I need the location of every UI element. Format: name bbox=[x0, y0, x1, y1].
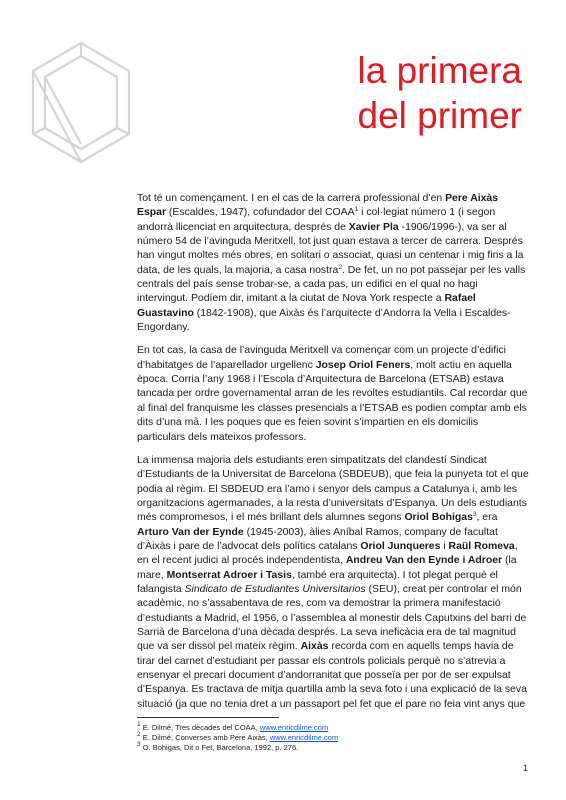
footnote-text: O. Bohigas, Dit o Fet, Barcelona, 1992, p. 276. bbox=[140, 743, 299, 753]
text: (1842-1908), que Aixàs és l’arquitecte d’Andorra la Vella i Escaldes-Engordany. bbox=[137, 307, 511, 334]
person-name: Oriol Junqueres bbox=[360, 540, 441, 552]
text: , era bbox=[476, 512, 498, 524]
person-name: Pere Aixàs Espar bbox=[137, 193, 499, 219]
text: , molt actiu en aquella època. Corria l’any 1968 i l’Escola d’Arquitectura de Barcelona (ETSAB) estava tancada per ordre governamental arran de les revoltes estudiantils. Cal recordar que al final del franquisme les classes presencials a l’ETSAB es podien comptar amb els dits d’una mà. I les poques que es feien sovint s’impartien en els domicilis particulars dels mateixos professors. bbox=[137, 359, 528, 443]
text: , també era arquitecta). I tot plegat perquè el falangista bbox=[137, 569, 498, 595]
footnote-number: 1 bbox=[137, 721, 141, 728]
footnote-text: E. Dilmé, Tres dècades del COAA, bbox=[140, 723, 260, 732]
person-name: Montserrat Adroer i Tasis bbox=[166, 569, 292, 581]
footnote-ref-2[interactable]: 2 bbox=[338, 263, 342, 271]
hexagon-line-logo-icon bbox=[30, 40, 132, 165]
footnote-ref-1[interactable]: 1 bbox=[354, 206, 359, 214]
footnote-3 bbox=[137, 743, 338, 753]
paragraph-3 bbox=[137, 454, 529, 712]
footnote-link[interactable]: www.enricdilme.com bbox=[269, 733, 339, 743]
text: i col·legiat número 1 (i segon andorrà llicenciat en arquitectura, després de bbox=[137, 207, 496, 233]
title-line-2: del primer bbox=[357, 95, 522, 136]
page-number: 1 bbox=[522, 763, 528, 773]
page-title bbox=[358, 48, 523, 138]
person-name: Aixàs bbox=[300, 641, 329, 653]
paragraph-1 bbox=[137, 192, 529, 335]
person-name: Andreu Van den Eynde i Adroer bbox=[345, 555, 503, 567]
text: recorda com en aquells temps havia de tirar del carnet d’estudiant per passar els controls policials perquè no s’atrevia a ensenyar el precari document d’andorranitat que posseïa per por de ser expulsat d’Espanya. Es tractava de mitja quartilla amb la seva foto i una explicació de la seva situació (ja que no tenia dret a un passaport pel fet que el pare no feia vint anys que bbox=[137, 641, 527, 710]
text: (la mare, bbox=[137, 555, 517, 581]
text: (Escaldes, 1947), cofundador del COAA bbox=[166, 207, 355, 219]
person-name: Raül Romeva bbox=[448, 540, 515, 552]
article-body bbox=[137, 192, 529, 721]
footnote-number: 3 bbox=[137, 741, 141, 749]
footnote-ref-3[interactable]: 3 bbox=[472, 511, 477, 519]
person-name: Oriol Bohigas bbox=[404, 512, 473, 524]
text: En tot cas, la casa de l’avinguda Meritxell va començar com un projecte d’edifici d’habitatges de l’aparellador urgellenc bbox=[137, 345, 506, 371]
text: La immensa majoria dels estudiants eren simpatitzats del clandestí Sindicat d’Estudiants de la Universitat de Barcelona (SBDEUB), que feia la punyeta tot el que podia al règim. El SBDEUD era l’amo i senyor dels campus a Catalunya i, amb les organitzacions agermanades, a la resta d’universitats d’Espanya. Un dels estudiants més compromesos, i el més brillant dels alumnes segons bbox=[137, 454, 529, 524]
text: , en el recent judici al procés independentista, bbox=[137, 540, 518, 567]
text: (SEU), creat per controlar el món acadèmic, no s’assabentava de res, com va demostrar la primera manifestació d’estudiants a Madrid, el 1956, o l’assemblea al monestir dels Caputxins del barri de Sarrià de Barcelona d’una dècada després. La seva ineficàcia era de tal magnitud que va ser dissol pel mateix règim. bbox=[137, 583, 527, 653]
footnote-link[interactable]: www.enricdilme.com bbox=[259, 723, 329, 732]
footnote-1 bbox=[137, 723, 338, 733]
footnotes bbox=[137, 723, 338, 754]
title-line-1: la primera bbox=[357, 50, 522, 91]
organization-name: Sindicato de Estudiantes Universitarios bbox=[184, 583, 366, 595]
paragraph-2 bbox=[137, 344, 529, 444]
text: -1906/1996-), va ser al número 54 de l’avinguda Meritxell, tot just quan estava a tercer de carrera. Després han vingut moltes més obres, en solitari o associat, quasi un centenar i mig fins a la data, de les quals, la majoria, a casa nostra bbox=[137, 221, 524, 276]
text: (1945-2003), àlies Aníbal Ramos, company de facultat d’Àixàs i pare de l’advocat dels polítics catalans bbox=[137, 526, 498, 552]
footnote-text: E. Dilmé, Converses amb Pere Aixàs, bbox=[140, 733, 270, 743]
footnote-2 bbox=[137, 733, 338, 743]
person-name: Rafael Guastavino bbox=[137, 293, 476, 319]
footnote-divider bbox=[137, 717, 279, 718]
person-name: Josep Oriol Feners bbox=[315, 359, 411, 371]
person-name: Arturo Van der Eynde bbox=[137, 526, 244, 538]
text: i bbox=[440, 540, 449, 552]
text: Tot té un començament. I en el cas de la carrera professional d’en bbox=[137, 193, 446, 204]
text: . De fet, un no pot passejar per les valls centrals del país sense trobar-se, a cada pas, un edifici en el qual no hagi intervingut. Podíem dir, imitant a la ciutat de Nova York respecte a bbox=[137, 264, 526, 305]
person-name: Xavier Pla bbox=[348, 221, 399, 233]
footnote-number: 2 bbox=[137, 731, 141, 739]
